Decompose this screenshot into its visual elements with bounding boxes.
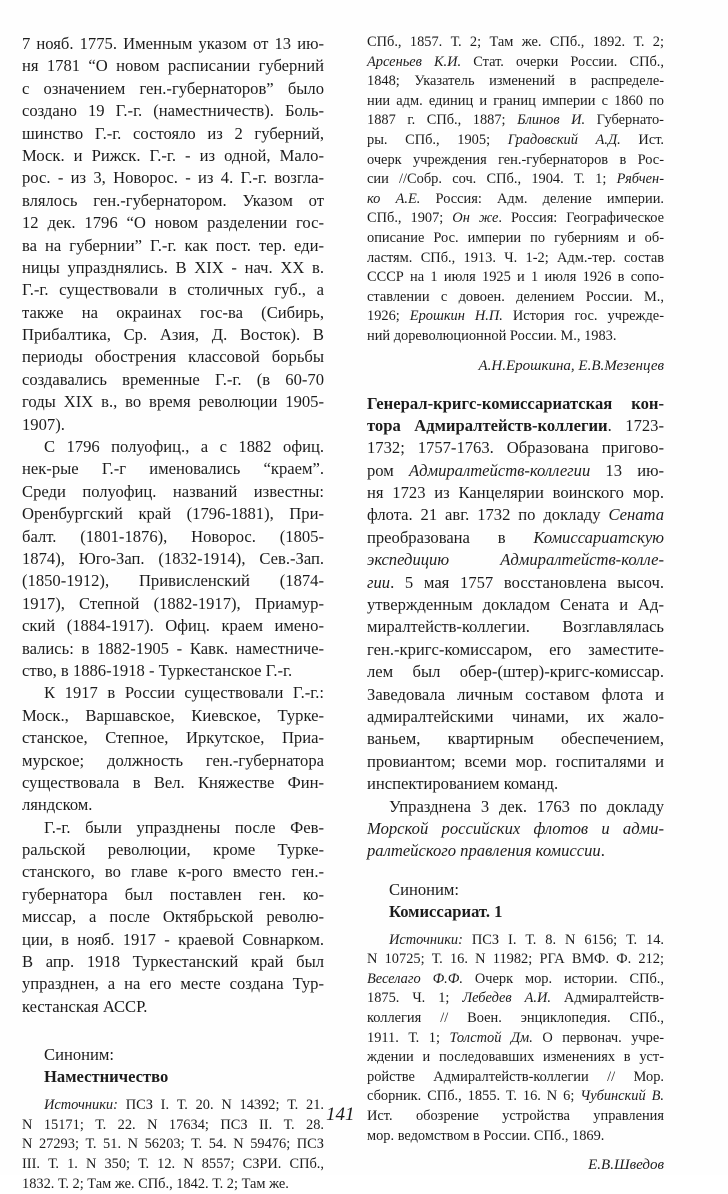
text-line: преобразована в Комиссариатскую [367, 527, 664, 547]
source-line: ставлении с довоен. делением России. М., [367, 288, 664, 305]
text-line: балт. (1801-1876), Новорос. (1805- [22, 526, 324, 546]
text-line: мурское; должность ген.-губернатора [22, 750, 324, 770]
italic-text: Ерошкин Н.П. [409, 308, 503, 325]
source-line: ко А.Е. Россия: Адм. деление империи. [367, 190, 664, 207]
text-line: нек-рые Г.-г именовались “краем”. [22, 459, 324, 479]
text-line: 1732; 1757-1763. Образована пригово- [367, 438, 664, 458]
source-line: 1848; Указатель изменений в распределе- [367, 73, 664, 90]
text-line: Упразднена 3 дек. 1763 по докладу [389, 796, 664, 816]
author-signature: А.Н.Ерошкина, Е.В.Мезенцев [478, 357, 664, 374]
text-line: 1907). [22, 414, 65, 434]
paragraph-1917-governorates [22, 682, 324, 816]
source-line: N 10725; Т. 16. N 11982; РГА ВМФ. Ф. 212; [367, 951, 664, 968]
text-line: 7 нояб. 1775. Именным указом от 13 ию- [22, 34, 324, 53]
source-line: 1911. Т. 1; Толстой Дм. О первонач. учре- [367, 1029, 665, 1046]
text-line: лем был обер-(штер)-кригс-комиссар. [367, 662, 664, 682]
text-line: ня 1781 “О новом расписании губерний [22, 56, 324, 76]
text-line: ции, в нояб. 1917 - краевой Совнарком. [22, 929, 324, 949]
synonym-term: Комиссариат. 1 [389, 901, 503, 921]
source-line: Источники: ПСЗ I. Т. 8. N 6156; Т. 14. [389, 931, 664, 948]
synonym-label: Синоним: [389, 879, 459, 899]
bold-text: тора Адмиралтейств-коллегии [367, 415, 608, 435]
text-line: инспектированием команд. [367, 774, 559, 794]
text-line [367, 818, 664, 840]
text-line: губернатора был поставлен ген. ко- [22, 884, 324, 904]
synonym-term: Наместничество [44, 1067, 169, 1087]
text-line: ляндском. [22, 795, 93, 815]
source-line: Арсеньев К.И. Стат. очерки России. СПб., [367, 53, 664, 70]
italic-text: Морской российских флотов и адми- [367, 818, 664, 838]
source-line: коллегия // Воен. энциклопедия. СПб., [367, 1010, 664, 1027]
text-line: станское, Степное, Иркутское, Приа- [22, 728, 324, 748]
italic-text: гии [367, 572, 391, 592]
text-line: влялось ген.-губернатором. Указом от [22, 190, 324, 210]
text-line: Г.-г. были упразднены после Фев- [44, 817, 324, 837]
text-line: с означением ген.-губернаторов” было [22, 78, 324, 98]
text-line: Среди полуофиц. названий известны: [22, 481, 324, 501]
text-line: создавались временные Г.-г. (в 60-70 [22, 369, 324, 389]
italic-text: Источники: [389, 931, 463, 948]
sources-block [367, 931, 664, 1147]
text-line: Моск. и Рижск. Г.-г. - из одной, Мало- [22, 145, 324, 165]
text-line: ген.-кригс-комиссаром, его заместите- [367, 639, 664, 659]
entry-general-krigs-kontora [367, 393, 664, 1177]
text-line: 1917), Степной (1882-1917), Приамур- [22, 593, 324, 613]
source-line: СССР на 1 июля 1925 и 1 июля 1926 в сопо- [367, 269, 664, 286]
italic-text: ко А.Е. [367, 190, 421, 207]
source-line: СПб., 1907; Он же. Россия: Географическое [367, 210, 665, 227]
text-line: миралтейств-коллегии. Возглавлялась [367, 617, 664, 637]
source-line: мор. ведомством в России. СПб., 1869. [367, 1127, 605, 1144]
left-column [22, 33, 324, 1194]
paragraph-governorates-history [22, 33, 324, 436]
text-line: гии. 5 мая 1757 восстановлена высоч. [367, 572, 664, 592]
source-line: ры. СПб., 1905; Градовский А.Д. Ист. [367, 131, 665, 148]
source-line: 1926; Ерошкин Н.П. История гос. учрежде- [367, 308, 664, 325]
source-line: описание Рос. империи по губерниям и об- [367, 229, 664, 246]
paragraph-abolition [22, 817, 324, 1019]
italic-text: экспедицию Адмиралтейств-колле- [367, 550, 664, 570]
source-line: Веселаго Ф.Ф. Очерк мор. истории. СПб., [367, 970, 665, 987]
source-line: сии //Собр. соч. СПб., 1904. Т. 1; Рябчен- [367, 171, 664, 188]
text-line: Заведовала личным составом флота и [367, 684, 664, 704]
synonym-label: Синоним: [44, 1045, 114, 1065]
text-line: (1850-1912), Привисленский (1874- [22, 571, 324, 591]
source-line: Источники: ПСЗ I. Т. 20. N 14392; Т. 21. [44, 1097, 324, 1114]
source-line: ройстве Адмиралтейств-коллегии // Мор. [367, 1068, 664, 1085]
source-line: N 27293; Т. 51. N 56203; Т. 54. N 59476; ПСЗ [22, 1136, 324, 1153]
source-line: очерк учреждения ген.-губернаторов в Рос- [367, 151, 664, 168]
text-line: кестанская АССР. [22, 996, 148, 1016]
source-line: СПб., 1857. Т. 2; Там же. СПб., 1892. Т. 2; [367, 34, 664, 50]
text-line: Прибалтика, Ср. Азия, Д. Восток). В [22, 325, 324, 345]
text-line: вались: в 1882-1905 - Кавк. наместниче- [22, 638, 324, 658]
text-line: ваньем, квартирным обеспечением, [367, 729, 664, 749]
entry-abolished-paragraph [367, 796, 664, 863]
text-line: С 1796 полуофиц., а с 1882 офиц. [44, 437, 324, 457]
source-line: 1887 г. СПб., 1887; Блинов И. Губернато- [367, 112, 664, 129]
italic-text: Комиссариатскую [533, 527, 664, 547]
text-line: ральской революции, кроме Турке- [22, 840, 324, 860]
text-line: ство, в 1886-1918 - Туркестанское Г.-г. [22, 660, 293, 680]
text-line: станского, во главе к-рого вместо ген.- [22, 862, 324, 882]
italic-text: Веселаго Ф.Ф. [367, 970, 463, 987]
text-line: К 1917 в России существовали Г.-г.: [44, 683, 324, 703]
italic-text: Блинов И. [517, 112, 586, 129]
text-line: существовала в Вел. Княжестве Фин- [22, 772, 324, 792]
entry-title: Генерал-кригс-комиссариатская кон- [367, 393, 664, 413]
page-number: 141 [326, 1104, 355, 1125]
italic-text: Градовский А.Д. [507, 131, 621, 148]
text-line: ром Адмиралтейств-коллегии 13 ию- [367, 460, 664, 480]
text-line: ский (1884-1917). Офиц. краем имено- [22, 616, 324, 636]
source-line: ний дореволюционной России. М., 1983. [367, 327, 617, 344]
text-line [367, 549, 664, 571]
source-line: ластям. СПб., 1913. Ч. 1-2; Адм.-тер. состав [367, 249, 664, 266]
source-line: Ист. обозрение устройства управления [367, 1108, 664, 1125]
text-line: миссар, а после Октябрьской револю- [22, 907, 324, 927]
text-line: периоды обострения классовой борьбы [22, 347, 324, 367]
text-line: ня 1723 из Канцелярии воинского мор. [367, 483, 664, 503]
source-line: N 15171; Т. 22. N 17634; ПСЗ II. Т. 28. [22, 1116, 324, 1133]
text-line: ралтейского правления комиссии. [367, 841, 605, 861]
paragraph-krai-names [22, 436, 324, 682]
text-line: тора Адмиралтейств-коллегии. 1723- [367, 415, 664, 435]
text-line: провиантом; всеми мор. госпиталями и [367, 751, 664, 771]
text-line: Г.-г. существовали в столичных губ., а [22, 280, 324, 300]
text-line: Оренбургский край (1796-1881), При- [22, 504, 324, 524]
text-line: годы XIX в., во время революции 1905- [22, 392, 324, 412]
text-line: рос. - из 3, Новорос. - из 4. Г.-г. возгла- [22, 168, 324, 188]
text-line: шинство Г.-г. состояло из 2 губерний, [22, 123, 324, 143]
text-line: ницы упразднялись. В XIX - нач. XX в. [22, 257, 324, 277]
italic-text: ралтейского правления комиссии [367, 841, 601, 861]
sources-continued [367, 33, 664, 347]
italic-text: Толстой Дм. [449, 1029, 533, 1046]
source-line: сборник. СПб., 1855. Т. 16. N 6; Чубинский В. [367, 1088, 664, 1105]
text-line: упразднен, а на его месте создана Тур- [22, 974, 324, 994]
source-line: III. Т. 1. N 350; Т. 12. N 8557; СЗРИ. СПб., [22, 1155, 324, 1172]
italic-text: Он же [452, 210, 499, 227]
sources-block [22, 1096, 324, 1194]
source-line: ждении и последовавших изменениях в уст- [367, 1049, 664, 1066]
source-line: нии адм. единиц и границ империи с 1860 по [367, 92, 664, 109]
italic-text: Адмиралтейств-коллегии [408, 460, 591, 480]
right-column [367, 33, 664, 1176]
text-line: 1874), Юго-Зап. (1832-1914), Сев.-Зап. [22, 548, 324, 568]
text-line: Моск., Варшавское, Киевское, Турке- [22, 705, 324, 725]
text-line: утвержденным докладом Сената и Ад- [367, 595, 664, 615]
text-line: создано 19 Г.-г. (наместничеств). Боль- [22, 101, 324, 121]
text-line: 12 дек. 1796 “О новом разделении гос- [22, 213, 324, 233]
text-line: В апр. 1918 Туркестанский край был [22, 952, 324, 972]
source-line: 1832. Т. 2; Там же. СПб., 1842. Т. 2; Там же. [22, 1175, 289, 1192]
author-signature: Е.В.Шведов [588, 1157, 664, 1174]
text-line: флота. 21 авг. 1732 по докладу Сената [367, 505, 664, 525]
italic-text: Арсеньев К.И. [367, 53, 462, 70]
text-line: ва на губернии” Г.-г. как пост. тер. еди- [22, 235, 324, 255]
italic-text: Чубинский В. [580, 1088, 664, 1105]
source-line: 1875. Ч. 1; Лебедев А.И. Адмиралтейств- [367, 990, 664, 1007]
text-line: адмиралтейскими чинами, их жало- [367, 706, 664, 726]
sources-label: Источники: [44, 1097, 118, 1114]
italic-text: Рябчен- [616, 171, 664, 188]
italic-text: Лебедев А.И. [462, 990, 551, 1007]
entry-body [367, 415, 664, 796]
italic-text: Сената [608, 505, 664, 525]
text-line: также на окраинах гос-ва (Сибирь, [22, 302, 324, 322]
